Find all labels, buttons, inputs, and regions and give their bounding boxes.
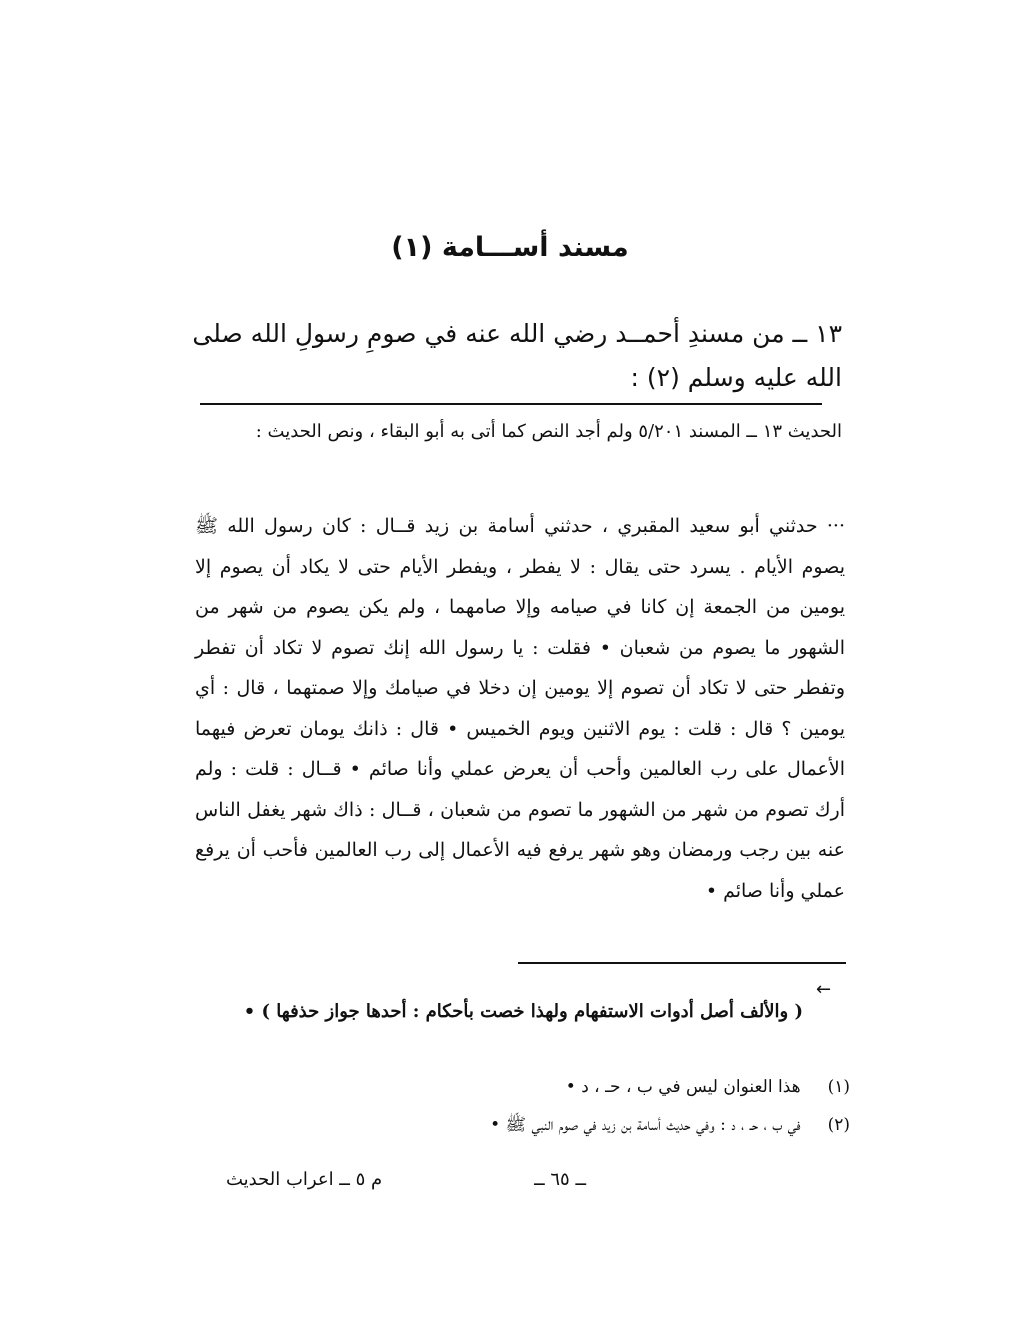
hadith-text: ··· حدثني أبو سعيد المقبري ، حدثني أسامة بن زيد قــال : كان رسول الله ﷺ يصوم الأيام . يسرد حتى يقال : لا يفطر ، ويفطر الأيام حتى لا يكاد أن يصوم إلا يومين من الجمعة إن كانا في صيامه وإلا صامهما ، ولم يكن يصوم من شهر من الشهور ما يصوم من شعبان • فقلت : يا رسول الله إنك تصوم لا تكاد أن تفطر وتفطر حتى لا تكاد أن تصوم إلا يومين إن دخلا في صيامك وإلا صمتهما ، قال : أي يومين ؟ قال : قلت : يوم الاثنين ويوم الخميس • قال : ذانك يومان تعرض فيهما الأعمال على رب العالمين وأحب أن يعرض عملي وأنا صائم • قــال : قلت : ولم أرك تصوم من شهر من الشهور ما تصوم من شعبان ، قــال : ذاك شهر يغفل الناس عنه بين رجب ورمضان وهو شهر يرفع فيه الأعمال إلى رب العالمين فأحب أن يرفع عملي وأنا صائم • bbox=[195, 515, 845, 902]
footnote-number: (١) bbox=[827, 1077, 850, 1097]
editor-note: الحديث ١٣ ــ المسند ٥/٢٠١ ولم أجد النص كما أتى به أبو البقاء ، ونص الحديث : bbox=[255, 421, 842, 442]
book-signature: م ٥ ــ اعراب الحديث bbox=[226, 1169, 383, 1190]
footnote-continuation: ( والألف أصل أدوات الاستفهام ولهذا خصت بأحكام : أحدها جواز حذفها ) • bbox=[243, 1001, 803, 1022]
footnote-text: هذا العنوان ليس في ب ، حـ ، د • bbox=[565, 1077, 801, 1097]
footnote-number: (٢) bbox=[827, 1115, 850, 1135]
hadith-heading: ١٣ ــ من مسندِ أحمــد رضي الله عنه في صومِ رسولِ الله صلى الله عليه وسلم (٢) : bbox=[192, 319, 842, 392]
page-number: ــ ٦٥ ــ bbox=[534, 1169, 586, 1190]
continuation-arrow-icon: ← bbox=[816, 979, 832, 1000]
footnote-text: في ب ، حـ ، د : وفي حديث أسامة بن زيد في صوم النبي ﷺ • bbox=[490, 1115, 801, 1135]
footnote-item bbox=[220, 1106, 850, 1144]
separator-rule bbox=[200, 403, 822, 405]
page-footer bbox=[226, 1162, 586, 1198]
footnotes bbox=[220, 1068, 850, 1144]
section-title: مسند أســـامة (١) bbox=[391, 232, 629, 263]
footnote-separator bbox=[518, 962, 846, 964]
footnote-item bbox=[220, 1068, 850, 1106]
